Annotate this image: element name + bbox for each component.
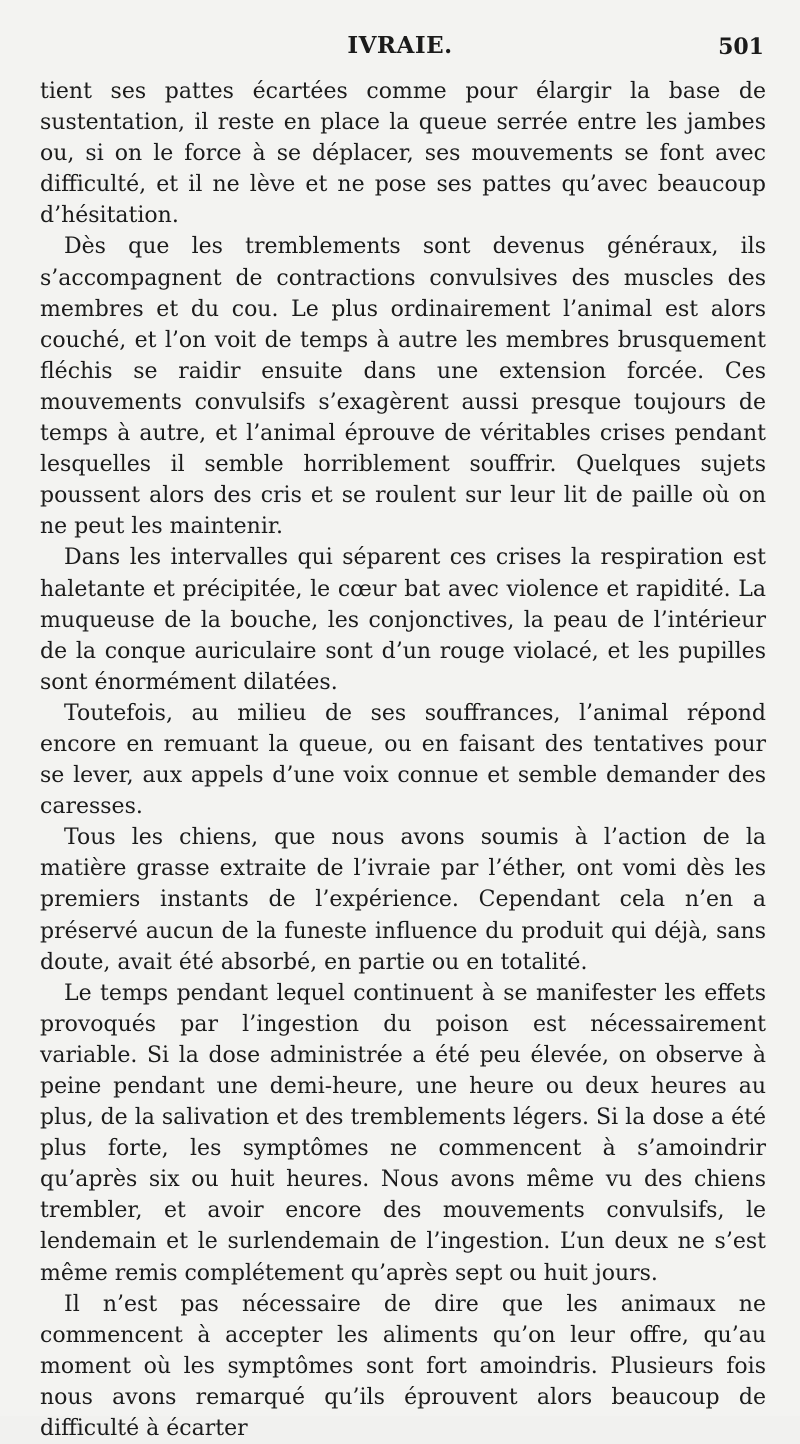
paragraph: Il n’est pas nécessaire de dire que les animaux ne commencent à accepter les aliments qu’on leur offre, qu’au moment où les symptômes sont fort amoindris. Plusieurs fois nous avons remarqué qu’ils éprouvent alors beaucoup de difficulté à écarter — [40, 1291, 766, 1442]
paragraph: Toutefois, au milieu de ses souffrances, l’animal répond encore en remuant la queue, ou en faisant des tentatives pour se lever, aux appels d’une voix connue et semble demander des caresses. — [40, 700, 766, 820]
paragraph: Dès que les tremblements sont devenus généraux, ils s’accompagnent de contractions convulsives des muscles des membres et du cou. Le plus ordinairement l’animal est alors couché, et l’on voit de temps à autre les membres brusquement fléchis se raidir ensuite dans une extension forcée. Ces mouvements convulsifs s’exagèrent aussi presque toujours de temps à autre, et l’animal éprouve de véritables crises pendant lesquelles il semble horriblement souffrir. Quelques sujets poussent alors des cris et se roulent sur leur lit de paille où on ne peut les maintenir. — [40, 234, 766, 540]
page-number: 501 — [718, 34, 764, 60]
running-title: IVRAIE. — [347, 32, 453, 59]
page-header — [0, 30, 800, 66]
body-text — [40, 76, 766, 1444]
paragraph: Dans les intervalles qui séparent ces crises la respiration est haletante et précipitée, le cœur bat avec violence et rapidité. La muqueuse de la bouche, les conjonctives, la peau de l’intérieur de la conque auriculaire sont d’un rouge violacé, et les pupilles sont énormément dilatées. — [40, 545, 766, 695]
paragraph: Tous les chiens, que nous avons soumis à l’action de la matière grasse extraite de l’ivraie par l’éther, ont vomi dès les premiers instants de l’expérience. Cependant cela n’en a préservé aucun de la funeste influence du produit qui déjà, sans doute, avait été absorbé, en partie ou en totalité. — [40, 825, 766, 975]
paragraph: tient ses pattes écartées comme pour élargir la base de sustentation, il reste en place la queue serrée entre les jambes ou, si on le force à se déplacer, ses mouvements se font avec difficulté, et il ne lève et ne pose ses pattes qu’avec beaucoup d’hésitation. — [40, 79, 766, 229]
paragraph: Le temps pendant lequel continuent à se manifester les effets provoqués par l’ingestion du poison est nécessairement variable. Si la dose administrée a été peu élevée, on observe à peine pendant une demi-heure, une heure ou deux heures au plus, de la salivation et des tremblements légers. Si la dose a été plus forte, les symptômes ne commencent à s’amoindrir qu’après six ou huit heures. Nous avons même vu des chiens trembler, et avoir encore des mouvements convulsifs, le lendemain et le surlendemain de l’ingestion. L’un deux ne s’est même remis complétement qu’après sept ou huit jours. — [40, 980, 766, 1286]
